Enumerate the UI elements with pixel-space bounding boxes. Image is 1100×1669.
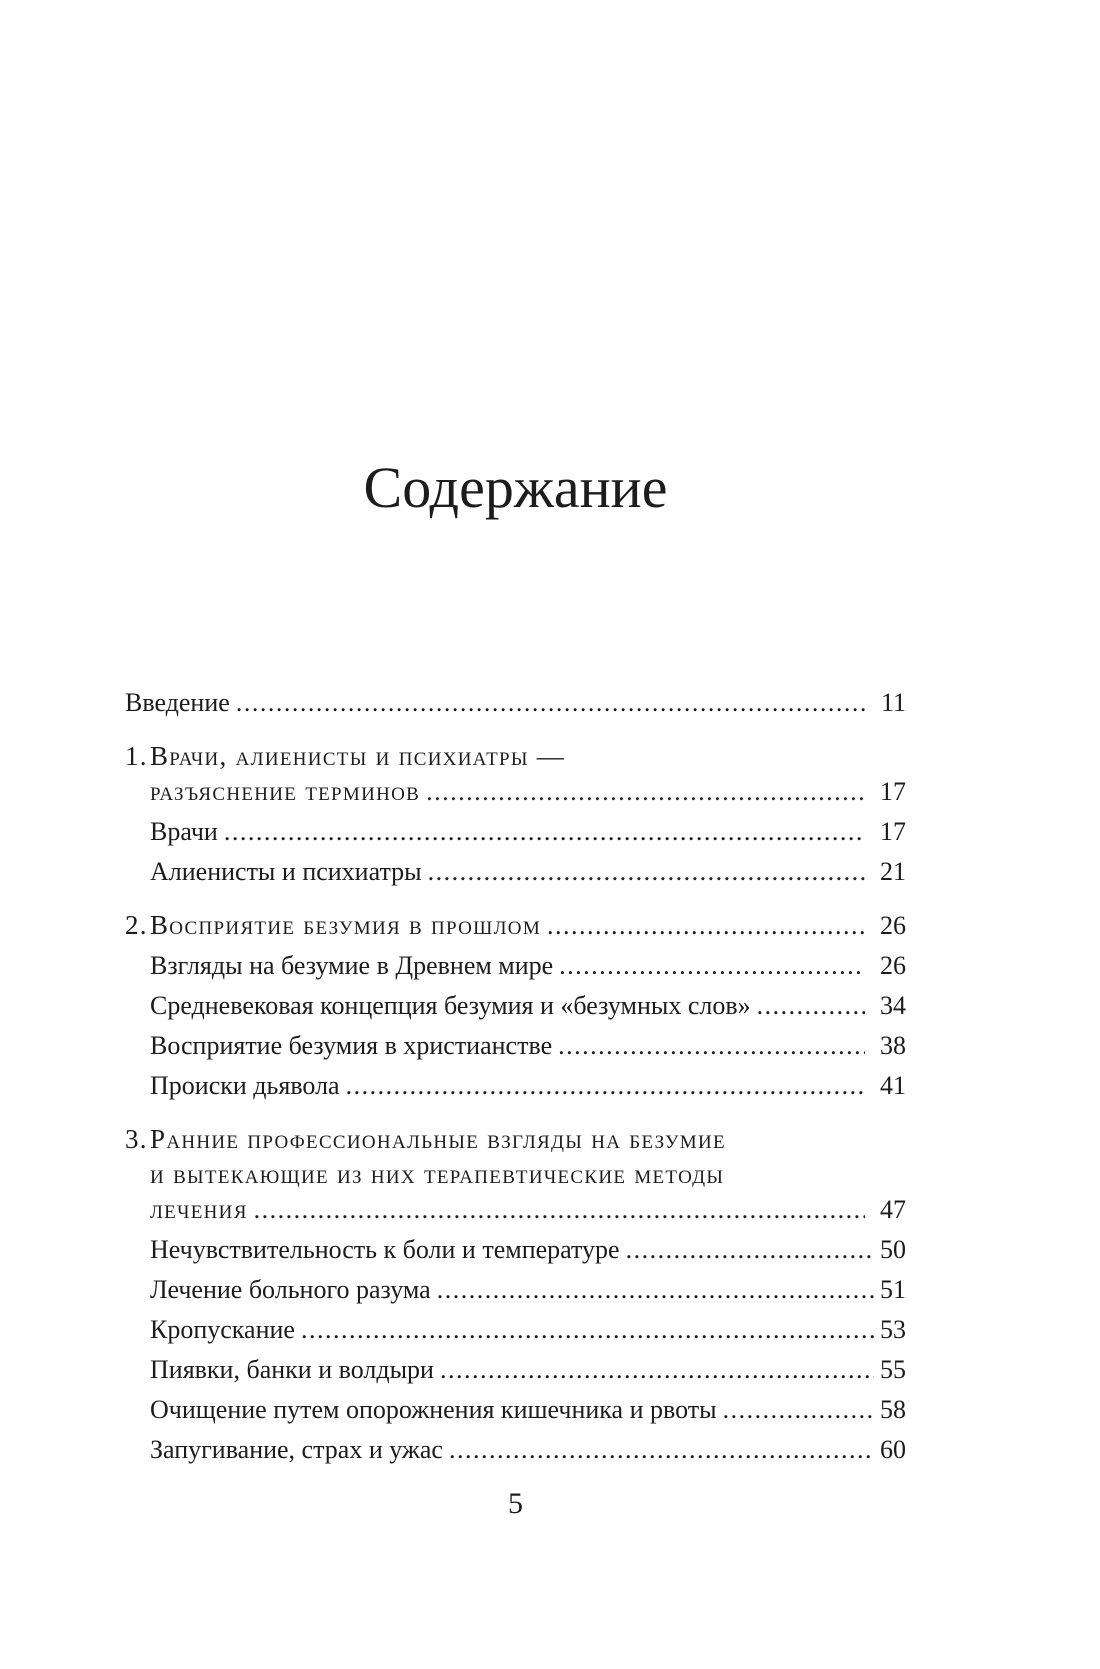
entry-page-number: 58 bbox=[880, 1395, 906, 1424]
entry-page-number: 53 bbox=[880, 1315, 906, 1344]
dot-leader bbox=[236, 688, 865, 718]
chapter-number: 2. bbox=[125, 910, 148, 940]
entry-label: Происки дьявола bbox=[150, 1071, 340, 1100]
toc-entry-line bbox=[125, 991, 906, 1021]
chapter-title-text: лечения bbox=[150, 1194, 248, 1224]
toc-entry-line bbox=[125, 1315, 906, 1345]
toc-entry-line bbox=[125, 1159, 906, 1190]
entry-label: Введение bbox=[125, 688, 230, 717]
toc-entry-line bbox=[125, 1435, 906, 1465]
dot-leader bbox=[723, 1395, 874, 1425]
toc-title: Содержание bbox=[363, 455, 668, 520]
dot-leader bbox=[426, 777, 865, 807]
toc-entry-line bbox=[125, 1235, 906, 1265]
dot-leader bbox=[346, 1071, 865, 1101]
toc-entry-line bbox=[125, 817, 906, 847]
dot-leader bbox=[757, 991, 865, 1021]
toc-entry-line bbox=[125, 951, 906, 981]
toc-entry-line bbox=[125, 857, 906, 887]
dot-leader bbox=[224, 817, 865, 847]
entry-page-number: 47 bbox=[880, 1195, 906, 1224]
entry-label: Запугивание, страх и ужас bbox=[150, 1435, 443, 1464]
entry-page-number: 50 bbox=[880, 1235, 906, 1264]
entry-page-number: 17 bbox=[880, 777, 906, 806]
entry-page-number: 51 bbox=[880, 1275, 906, 1304]
entry-label: Врачи bbox=[150, 817, 218, 846]
dot-leader bbox=[559, 951, 865, 981]
toc-entry-line bbox=[125, 1395, 906, 1425]
entry-label: Алиенисты и психиатры bbox=[150, 857, 422, 886]
toc-entry-line bbox=[125, 1071, 906, 1101]
entry-page-number: 41 bbox=[880, 1071, 906, 1100]
chapter-title-text: разъяснение терминов bbox=[150, 776, 421, 806]
entry-page-number: 11 bbox=[880, 688, 906, 717]
dot-leader bbox=[254, 1195, 865, 1225]
dot-leader bbox=[301, 1315, 874, 1345]
toc-list bbox=[125, 688, 906, 1478]
chapter-number: 3. bbox=[125, 1124, 148, 1154]
toc-entry-line bbox=[125, 776, 906, 807]
entry-label: Восприятие безумия в христианстве bbox=[150, 1031, 553, 1060]
entry-page-number: 21 bbox=[880, 857, 906, 886]
dot-leader bbox=[558, 1031, 865, 1061]
chapter-title-text: Ранние профессиональные взгляды на безумие bbox=[150, 1124, 726, 1154]
dot-leader bbox=[449, 1435, 874, 1465]
chapter-title-text: Врачи, алиенисты и психиатры — bbox=[150, 741, 566, 771]
chapter-title-text: и вытекающие из них терапевтические методы bbox=[150, 1159, 725, 1189]
toc-entry-line bbox=[125, 1031, 906, 1061]
toc-entry-line bbox=[125, 1355, 906, 1385]
entry-label: Очищение путем опорожнения кишечника и рвоты bbox=[150, 1395, 717, 1424]
dot-leader bbox=[437, 1275, 874, 1305]
dot-leader bbox=[440, 1355, 874, 1385]
toc-entry-line bbox=[125, 1124, 906, 1155]
entry-label: Взгляды на безумие в Древнем мире bbox=[150, 951, 554, 980]
page-number-folio: 5 bbox=[508, 1487, 523, 1520]
toc-entry-line bbox=[125, 741, 906, 772]
chapter-number: 1. bbox=[125, 741, 148, 771]
entry-page-number: 26 bbox=[880, 951, 906, 980]
dot-leader bbox=[626, 1235, 874, 1265]
toc-entry-line bbox=[125, 1194, 906, 1225]
entry-label: Лечение больного разума bbox=[150, 1275, 431, 1304]
entry-page-number: 17 bbox=[880, 817, 906, 846]
toc-entry-line bbox=[125, 910, 906, 941]
toc-entry-line bbox=[125, 688, 906, 718]
dot-leader bbox=[428, 857, 865, 887]
dot-leader bbox=[547, 911, 865, 941]
entry-page-number: 55 bbox=[880, 1355, 906, 1384]
entry-label: Кропускание bbox=[150, 1315, 295, 1344]
entry-label: Нечувствительность к боли и температуре bbox=[150, 1235, 620, 1264]
chapter-title-text: Восприятие безумия в прошлом bbox=[150, 910, 542, 940]
entry-page-number: 26 bbox=[880, 911, 906, 940]
entry-page-number: 34 bbox=[880, 991, 906, 1020]
entry-label: Средневековая концепция безумия и «безумных слов» bbox=[150, 991, 751, 1020]
entry-page-number: 38 bbox=[880, 1031, 906, 1060]
toc-entry-line bbox=[125, 1275, 906, 1305]
entry-page-number: 60 bbox=[880, 1435, 906, 1464]
entry-label: Пиявки, банки и волдыри bbox=[150, 1355, 434, 1384]
